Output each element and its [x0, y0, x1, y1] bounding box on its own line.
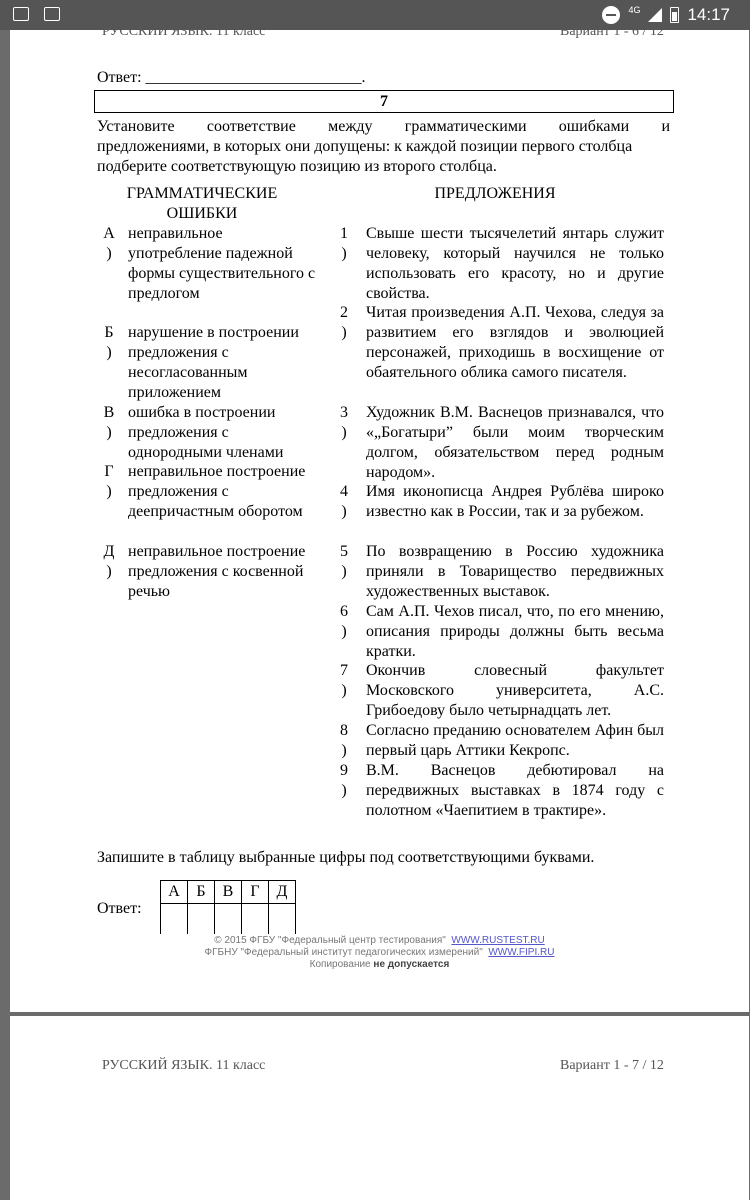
status-right: [602, 5, 730, 25]
error-letter-a: А ): [103, 225, 115, 262]
sentence-9-text: В.М. Васнецов дебютировал на передвижных выставках в 1874 году с полотном «Чаепитием в трактире».: [366, 762, 664, 819]
sentence-number-8: 8 ): [340, 722, 348, 759]
sentence-5-text: По возвращению в Россию художника приняли в Товарищество передвижных художественных выставок.: [366, 543, 664, 600]
page-header-right: Вариант 1 - 6 / 12: [560, 24, 664, 39]
footer-line-2: ФГБНУ "Федеральный институт педагогических измерений" WWW.FIPI.RU: [204, 947, 555, 958]
error-g-text: неправильное построение предложения с деепричастным оборотом: [128, 463, 306, 520]
instruction-line-2: предложениями, в которых они допущены: к каждой позиции первого столбца: [97, 138, 633, 155]
sentence-number-4: 4 ): [340, 483, 348, 520]
sentence-7-text: Окончив словесный факультет Московского университета, А.С. Грибоедову было четырнадцать лет.: [366, 662, 664, 719]
image-notification-icon: [13, 7, 29, 21]
sentence-1-text: Свыше шести тысячелетий янтарь служит человеку, который научился не только использовать его красоту, но и другие свойства.: [366, 225, 664, 302]
page2-header-left: РУССКИЙ ЯЗЫК. 11 класс: [102, 1058, 266, 1073]
download-notification-icon: [44, 7, 60, 21]
table-instruction: Запишите в таблицу выбранные цифры под соответствующими буквами.: [97, 849, 595, 866]
page2-header-right: Вариант 1 - 7 / 12: [560, 1058, 664, 1073]
error-a-text: неправильное употребление падежной формы существительного с предлогом: [128, 225, 316, 302]
column-header-errors: [102, 184, 302, 224]
fipi-link[interactable]: WWW.FIPI.RU: [488, 947, 555, 958]
answer-header-d: Д: [269, 881, 296, 904]
error-b-text: нарушение в построении предложения с несогласованным приложением: [128, 324, 299, 401]
battery-icon: [670, 7, 679, 23]
column-header-errors-line1: ГРАММАТИЧЕСКИЕ: [126, 185, 278, 202]
network-type: 4G: [628, 5, 641, 15]
sentence-number-2: 2 ): [340, 304, 348, 341]
instruction-line-3: подберите соответствующую позицию из второго столбца.: [97, 158, 497, 175]
footer-line-1: © 2015 ФГБУ "Федеральный центр тестирования" WWW.RUSTEST.RU: [214, 935, 545, 946]
answer-header-b: Б: [188, 881, 215, 904]
answer-table: [160, 880, 296, 934]
document-page-6: [10, 24, 749, 1012]
answer-label: Ответ:: [97, 900, 142, 917]
error-letter-b: Б ): [104, 324, 114, 361]
page-header-left: РУССКИЙ ЯЗЫК. 11 класс: [102, 24, 266, 39]
do-not-disturb-icon: [602, 6, 620, 24]
sentence-number-5: 5 ): [340, 543, 348, 580]
column-header-sentences: ПРЕДЛОЖЕНИЯ: [434, 185, 556, 202]
error-letter-v: В ): [103, 404, 115, 441]
answer-cell-b[interactable]: [188, 904, 215, 935]
sentence-number-1: 1 ): [340, 225, 348, 262]
answer-header-a: А: [161, 881, 188, 904]
error-v-text: ошибка в построении предложения с однородными членами: [128, 404, 284, 461]
clock: 14:17: [687, 5, 730, 24]
answer-cell-v[interactable]: [215, 904, 242, 935]
answer-header-v: В: [215, 881, 242, 904]
sentence-3-text: Художник В.М. Васнецов признавался, что «„Богатыри” были моим творческим долгом, обязательством перед родным народом».: [366, 404, 664, 481]
column-header-errors-line2: ОШИБКИ: [166, 205, 238, 222]
document-page-7: [10, 1016, 749, 1200]
sentence-2-text: Читая произведения А.П. Чехова, следуя за развитием его взглядов и эволюцией персонажей, приходишь в восхищение от обаятельного облика самого писателя.: [366, 304, 664, 381]
page-footer: [10, 935, 749, 971]
sentence-4-text: Имя иконописца Андрея Рублёва широко известно как в России, так и за рубежом.: [366, 483, 664, 520]
error-d-text: неправильное построение предложения с косвенной речью: [128, 543, 306, 600]
sentence-6-text: Сам А.П. Чехов писал, что, по его мнению, описания природы должны быть весьма кратки.: [366, 603, 664, 660]
sentence-number-9: 9 ): [340, 762, 348, 799]
answer-cell-g[interactable]: [242, 904, 269, 935]
sentence-number-7: 7 ): [340, 662, 348, 699]
footer-line-3: Копирование не допускается: [309, 959, 450, 970]
error-letter-g: Г ): [104, 463, 114, 500]
answer-header-g: Г: [242, 881, 269, 904]
error-letter-d: Д ): [103, 543, 115, 580]
signal-icon: [648, 8, 662, 22]
answer-cell-a[interactable]: [161, 904, 188, 935]
instruction-line-1: Установите соответствие между грамматическими ошибками и: [97, 118, 670, 135]
rustest-link[interactable]: WWW.RUSTEST.RU: [451, 935, 545, 946]
sentence-number-6: 6 ): [340, 603, 348, 640]
answer-line: Ответ: ___________________________.: [97, 69, 366, 86]
question-number-box: 7: [94, 90, 674, 113]
sentence-number-3: 3 ): [340, 404, 348, 441]
answer-cell-d[interactable]: [269, 904, 296, 935]
sentence-8-text: Согласно преданию основателем Афин был первый царь Аттики Кекропс.: [366, 722, 664, 759]
